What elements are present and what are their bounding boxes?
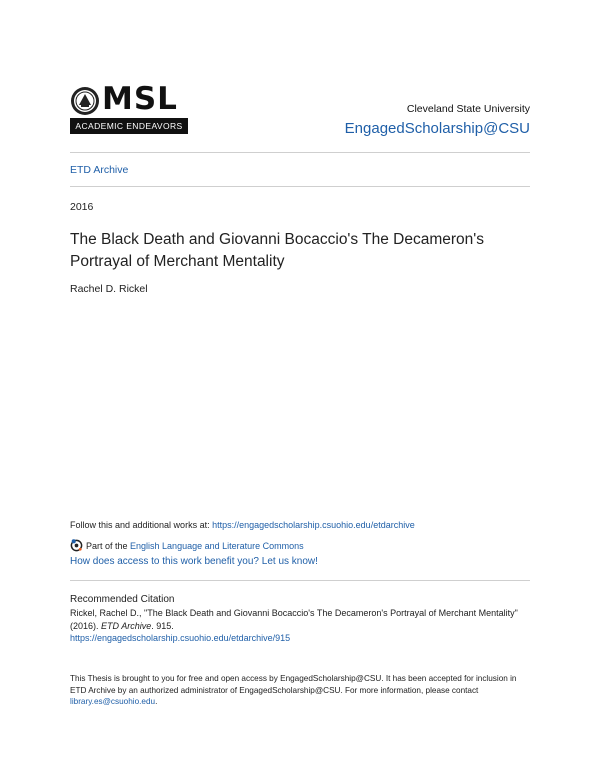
divider (70, 152, 530, 153)
citation-body: Rickel, Rachel D., "The Black Death and Giovanni Bocaccio's The Decameron's Portrayal of Merchant Mentality" (2016). (70, 608, 518, 631)
feedback-link[interactable]: How does access to this work benefit you? Let us know! (70, 556, 318, 567)
contact-email-link[interactable]: library.es@csuohio.edu (70, 697, 156, 706)
commons-link[interactable]: English Language and Literature Commons (130, 540, 304, 551)
follow-line (70, 519, 415, 531)
logo-tagline: ACADEMIC ENDEAVORS (70, 118, 188, 134)
notice-text: This Thesis is brought to you for free and open access by EngagedScholarship@CSU. It has been accepted for inclusion in ETD Archive by an authorized administrator of EngagedScholarship@CSU. For more information, please contact (70, 674, 517, 695)
university-name: Cleveland State University (406, 103, 530, 115)
logo-mark: MSL (102, 81, 178, 117)
follow-prefix: Follow this and additional works at: (70, 520, 213, 530)
part-of-prefix: Part of the (86, 540, 131, 551)
citation-text (70, 607, 530, 645)
part-of-line (70, 539, 304, 552)
access-notice (70, 673, 530, 708)
citation-heading: Recommended Citation (70, 594, 175, 605)
document-title: The Black Death and Giovanni Bocaccio's The Decameron's Portrayal of Merchant Mentality (70, 231, 485, 270)
notice-end: . (155, 697, 158, 706)
divider (70, 186, 530, 187)
publication-year: 2016 (70, 201, 94, 213)
msl-logo (70, 81, 188, 136)
series-link[interactable]: ETD Archive (70, 164, 129, 176)
citation-url-link[interactable]: https://engagedscholarship.csuohio.edu/etdarchive/915 (70, 633, 291, 643)
author-name: Rachel D. Rickel (70, 283, 148, 295)
commons-network-icon (70, 539, 83, 552)
seal-icon (70, 86, 100, 116)
citation-suffix: . 915. (151, 620, 174, 631)
divider (70, 580, 530, 581)
citation-journal: ETD Archive (101, 620, 152, 631)
repository-link[interactable]: EngagedScholarship@CSU (344, 120, 530, 137)
archive-url-link[interactable]: https://engagedscholarship.csuohio.edu/etdarchive (212, 520, 415, 530)
